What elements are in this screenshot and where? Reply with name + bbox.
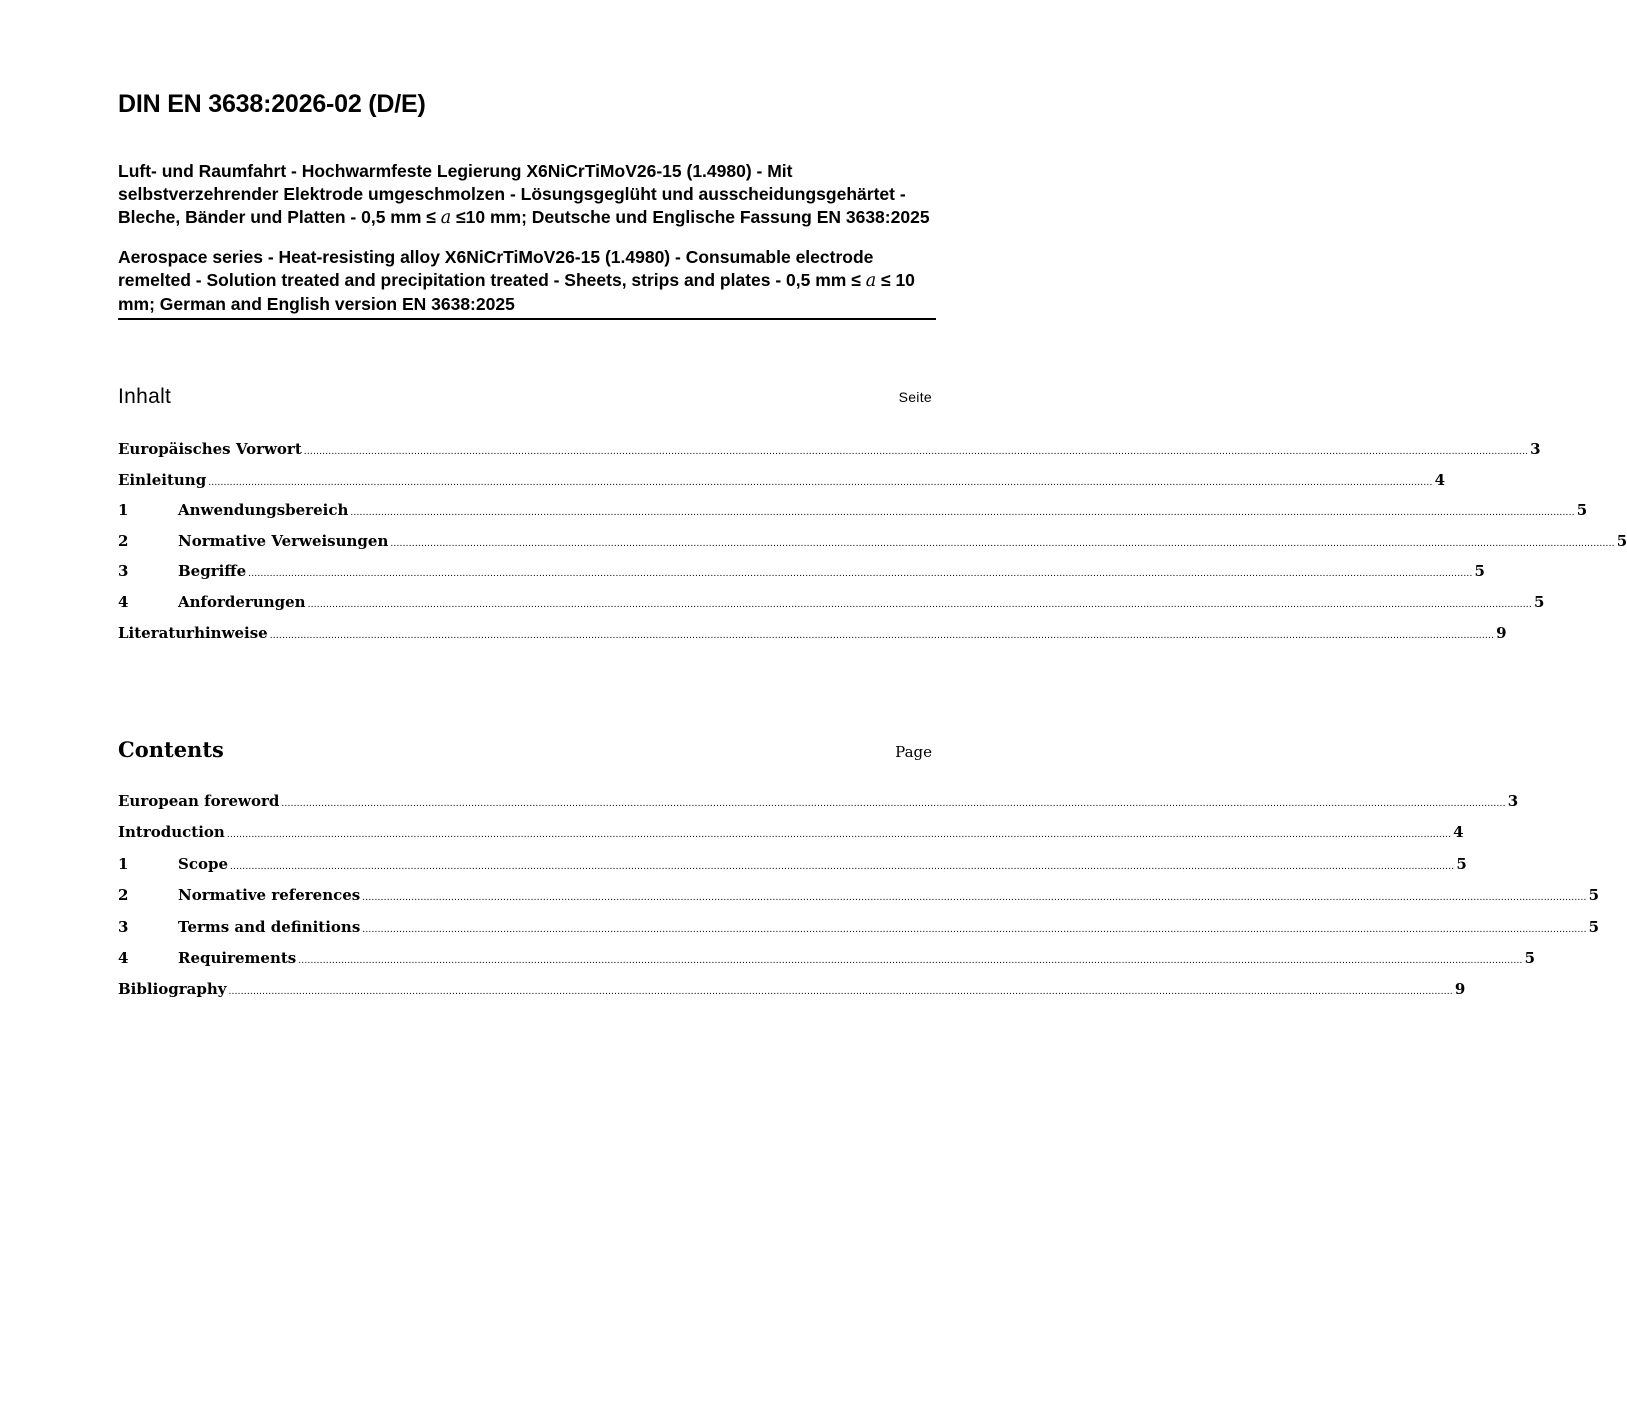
toc-entry-number: 1 bbox=[118, 501, 129, 520]
title-german-variable: a bbox=[440, 208, 452, 228]
toc-english-page-label: Page bbox=[895, 743, 932, 761]
toc-entry-page: 5 bbox=[1524, 948, 1536, 967]
toc-entry[interactable] bbox=[118, 792, 1519, 812]
toc-leader-dots: ................................................................................................................................................................................................................................................................................................................................................................................................................ bbox=[248, 569, 1473, 580]
toc-entry-page: 3 bbox=[1530, 440, 1541, 458]
toc-leader-dots: ................................................................................................................................................................................................................................................................................................................................................................................................................ bbox=[390, 538, 1615, 549]
toc-entry[interactable] bbox=[118, 440, 1541, 460]
document-id: DIN EN 3638:2026-02 (D/E) bbox=[118, 90, 426, 118]
toc-entry-page: 3 bbox=[1507, 792, 1519, 810]
toc-entry-title: Normative references bbox=[178, 886, 361, 905]
title-german bbox=[118, 160, 936, 230]
toc-leader-dots: ................................................................................................................................................................................................................................................................................................................................................................................................................ bbox=[307, 599, 1532, 610]
toc-german-heading: Inhalt bbox=[118, 385, 172, 408]
toc-entry-number: 3 bbox=[118, 562, 129, 581]
toc-entry[interactable] bbox=[118, 917, 1600, 938]
toc-german bbox=[118, 385, 1627, 654]
toc-entry-number: 4 bbox=[118, 948, 129, 967]
toc-entry-page: 4 bbox=[1453, 823, 1464, 842]
toc-entry[interactable] bbox=[118, 501, 1588, 521]
title-english-part2: ≤ 10 mm; German and English version EN 3638:2025 bbox=[118, 270, 915, 314]
toc-entry-title: Begriffe bbox=[178, 562, 247, 581]
toc-entry-page: 5 bbox=[1588, 886, 1600, 905]
toc-entry-title: Requirements bbox=[178, 948, 297, 967]
toc-leader-dots: ................................................................................................................................................................................................................................................................................................................................................................................................................ bbox=[362, 893, 1587, 904]
toc-english-list bbox=[118, 792, 1600, 1000]
toc-leader-dots: ................................................................................................................................................................................................................................................................................................................................................................................................................ bbox=[281, 799, 1506, 809]
toc-leader-dots: ................................................................................................................................................................................................................................................................................................................................................................................................................ bbox=[226, 830, 1452, 841]
toc-entry-title: Europäisches Vorwort bbox=[118, 440, 302, 458]
title-english-part1: Aerospace series - Heat-resisting alloy X6NiCrTiMoV26-15 (1.4980) - Consumable electrode remelted - Solution treated and precipitation treated - Sheets, strips and plates - 0,5 mm ≤ bbox=[118, 247, 874, 290]
title-english bbox=[118, 246, 936, 320]
toc-entry-title: European foreword bbox=[118, 792, 280, 810]
toc-leader-dots: ................................................................................................................................................................................................................................................................................................................................................................................................................ bbox=[228, 987, 1453, 998]
toc-entry-title: Terms and definitions bbox=[178, 917, 361, 936]
toc-entry-page: 5 bbox=[1533, 592, 1545, 611]
toc-leader-dots: ................................................................................................................................................................................................................................................................................................................................................................................................................ bbox=[269, 630, 1495, 641]
toc-entry-page: 9 bbox=[1496, 623, 1507, 642]
toc-entry-title: Anwendungsbereich bbox=[178, 501, 349, 520]
toc-entry[interactable] bbox=[118, 592, 1545, 613]
toc-entry-number: 2 bbox=[118, 886, 129, 905]
toc-english-heading: Contents bbox=[118, 737, 224, 762]
toc-entry-number: 1 bbox=[118, 854, 129, 873]
title-german-part1: Luft- und Raumfahrt - Hochwarmfeste Legierung X6NiCrTiMoV26-15 (1.4980) - Mit selbstverzehrender Elektrode umgeschmolzen - Lösungsgeglüht und ausscheidungsgehärtet - Bleche, Bänder und Platten - 0,5 mm ≤ bbox=[118, 161, 906, 227]
toc-entry[interactable] bbox=[118, 531, 1627, 552]
toc-entry-title: Normative Verweisungen bbox=[178, 531, 389, 550]
toc-leader-dots: ................................................................................................................................................................................................................................................................................................................................................................................................................ bbox=[303, 447, 1529, 457]
toc-english-header bbox=[118, 737, 932, 767]
toc-entry-title: Bibliography bbox=[118, 980, 227, 999]
toc-entry-page: 5 bbox=[1474, 562, 1485, 581]
toc-entry-title: Einleitung bbox=[118, 470, 207, 489]
toc-leader-dots: ................................................................................................................................................................................................................................................................................................................................................................................................................ bbox=[350, 508, 1575, 519]
toc-entry-title: Anforderungen bbox=[178, 592, 306, 611]
toc-entry-page: 5 bbox=[1576, 501, 1588, 520]
toc-entry[interactable] bbox=[118, 623, 1507, 644]
toc-entry[interactable] bbox=[118, 823, 1464, 843]
toc-german-page-label: Seite bbox=[898, 389, 932, 405]
toc-entry-number: 3 bbox=[118, 917, 129, 936]
toc-entry-page: 5 bbox=[1456, 854, 1467, 873]
toc-entry[interactable] bbox=[118, 948, 1536, 969]
title-english-variable: a bbox=[865, 271, 877, 291]
toc-leader-dots: ................................................................................................................................................................................................................................................................................................................................................................................................................ bbox=[298, 955, 1523, 966]
toc-entry-title: Literaturhinweise bbox=[118, 623, 268, 642]
title-german-part2: ≤10 mm; Deutsche und Englische Fassung EN 3638:2025 bbox=[451, 207, 930, 227]
title-block bbox=[118, 160, 936, 320]
toc-entry[interactable] bbox=[118, 562, 1485, 582]
toc-english bbox=[118, 737, 1600, 1012]
toc-entry[interactable] bbox=[118, 980, 1466, 1000]
toc-entry-number: 2 bbox=[118, 531, 129, 550]
toc-entry-number: 4 bbox=[118, 592, 129, 611]
toc-entry[interactable] bbox=[118, 470, 1445, 491]
toc-entry-page: 5 bbox=[1616, 531, 1627, 550]
toc-entry[interactable] bbox=[118, 854, 1467, 875]
toc-entry-title: Introduction bbox=[118, 823, 225, 842]
toc-german-header bbox=[118, 385, 932, 415]
toc-entry-page: 9 bbox=[1454, 980, 1466, 999]
toc-leader-dots: ................................................................................................................................................................................................................................................................................................................................................................................................................ bbox=[208, 477, 1433, 488]
toc-leader-dots: ................................................................................................................................................................................................................................................................................................................................................................................................................ bbox=[362, 924, 1587, 935]
toc-leader-dots: ................................................................................................................................................................................................................................................................................................................................................................................................................ bbox=[230, 861, 1455, 872]
toc-entry-title: Scope bbox=[178, 854, 229, 873]
toc-german-list bbox=[118, 440, 1627, 644]
toc-entry-page: 5 bbox=[1588, 917, 1600, 936]
toc-entry-page: 4 bbox=[1434, 470, 1445, 489]
toc-entry[interactable] bbox=[118, 886, 1600, 906]
